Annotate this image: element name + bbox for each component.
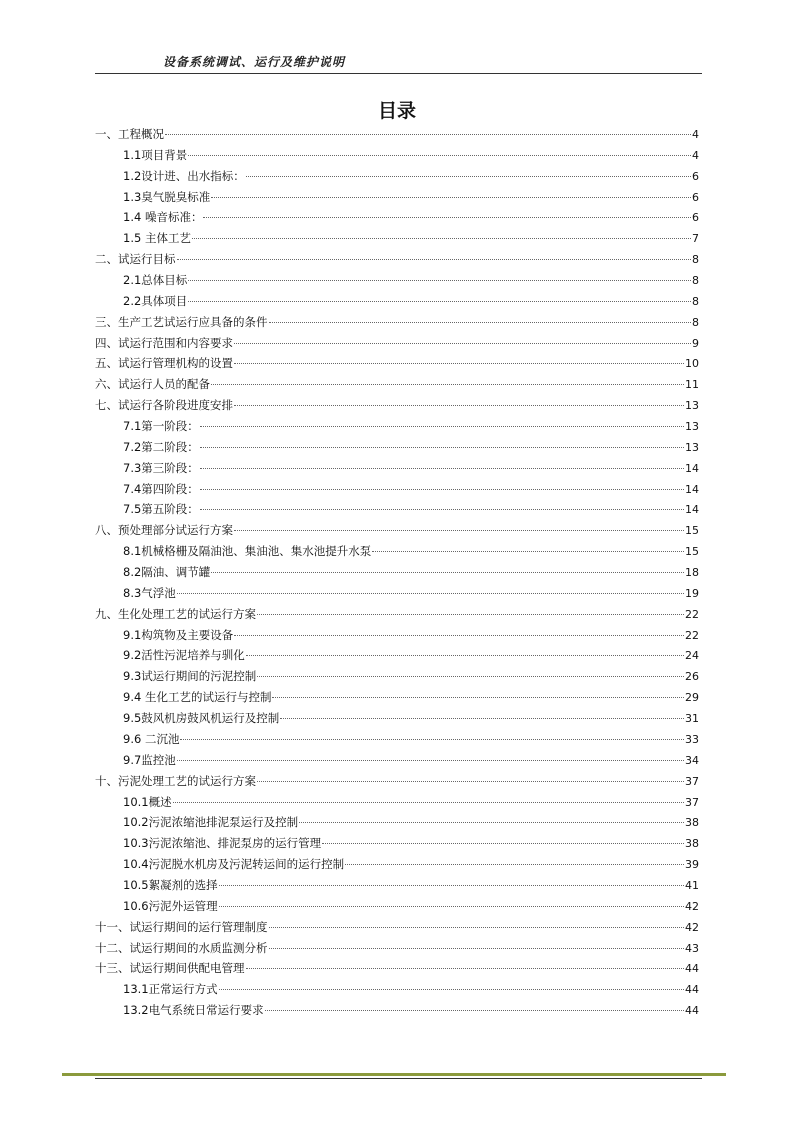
toc-entry[interactable]: [95, 145, 699, 166]
toc-entry[interactable]: [95, 333, 699, 354]
toc-dot-leader: [234, 363, 684, 364]
toc-entry[interactable]: [95, 562, 699, 583]
toc-entry-page: 9: [692, 336, 699, 350]
toc-entry-page: 24: [685, 649, 699, 663]
toc-entry-label: 七、试运行各阶段进度安排: [95, 398, 233, 413]
toc-dot-leader: [200, 468, 684, 469]
toc-entry-label: 8.1机械格栅及隔油池、集油池、集水池提升水泵: [123, 544, 372, 559]
toc-entry[interactable]: [95, 479, 699, 500]
toc-entry[interactable]: [95, 353, 699, 374]
toc-entry-label: 7.5第五阶段：: [123, 502, 199, 517]
toc-entry-label: 9.6 二沉池: [123, 731, 180, 746]
toc-entry[interactable]: [95, 792, 699, 813]
toc-entry-page: 37: [685, 795, 699, 809]
toc-entry[interactable]: [95, 270, 699, 291]
toc-entry-page: 8: [692, 315, 699, 329]
toc-dot-leader: [203, 217, 691, 218]
toc-entry[interactable]: [95, 312, 699, 333]
toc-dot-leader: [211, 572, 684, 573]
toc-dot-leader: [272, 697, 684, 698]
footer-rule-accent: [62, 1073, 726, 1076]
toc-entry[interactable]: [95, 416, 699, 437]
toc-entry-page: 14: [685, 482, 699, 496]
toc-dot-leader: [173, 802, 684, 803]
toc-entry-page: 14: [685, 461, 699, 475]
toc-entry-label: 9.3试运行期间的污泥控制: [123, 669, 257, 684]
toc-dot-leader: [257, 676, 684, 677]
toc-dot-leader: [234, 405, 684, 406]
toc-entry-label: 9.4 生化工艺的试运行与控制: [123, 690, 272, 705]
toc-entry-label: 八、预处理部分试运行方案: [95, 523, 233, 538]
toc-entry-page: 10: [685, 357, 699, 371]
toc-dot-leader: [269, 927, 685, 928]
toc-entry-label: 10.4污泥脱水机房及污泥转运间的运行控制: [123, 857, 345, 872]
toc-dot-leader: [211, 384, 684, 385]
toc-dot-leader: [269, 322, 692, 323]
toc-entry-page: 41: [685, 878, 699, 892]
toc-entry-page: 39: [685, 858, 699, 872]
toc-entry-label: 2.2具体项目: [123, 293, 188, 308]
toc-entry[interactable]: [95, 166, 699, 187]
toc-entry[interactable]: [95, 437, 699, 458]
toc-entry-label: 8.3气浮池: [123, 585, 176, 600]
toc-dot-leader: [345, 864, 684, 865]
toc-entry[interactable]: [95, 207, 699, 228]
toc-entry[interactable]: [95, 708, 699, 729]
toc-entry-page: 11: [685, 378, 699, 392]
toc-entry-page: 34: [685, 753, 699, 767]
toc-entry-page: 31: [685, 712, 699, 726]
header-rule: [95, 73, 702, 74]
toc-entry[interactable]: [95, 604, 699, 625]
toc-entry-page: 13: [685, 420, 699, 434]
toc-entry[interactable]: [95, 374, 699, 395]
toc-entry-label: 十三、试运行期间供配电管理: [95, 961, 245, 976]
toc-dot-leader: [188, 155, 691, 156]
toc-dot-leader: [265, 1010, 684, 1011]
toc-dot-leader: [219, 906, 684, 907]
toc-entry-label: 1.2设计进、出水指标：: [123, 168, 245, 183]
toc-dot-leader: [269, 948, 685, 949]
toc-entry-label: 8.2隔油、调节罐: [123, 565, 211, 580]
toc-entry-page: 37: [685, 774, 699, 788]
toc-entry-label: 十、污泥处理工艺的试运行方案: [95, 773, 256, 788]
toc-entry-page: 19: [685, 586, 699, 600]
toc-dot-leader: [200, 426, 684, 427]
toc-entry[interactable]: [95, 729, 699, 750]
toc-entry-label: 二、试运行目标: [95, 252, 176, 267]
toc-entry[interactable]: [95, 750, 699, 771]
toc-entry-label: 9.7监控池: [123, 752, 176, 767]
toc-entry-label: 九、生化处理工艺的试运行方案: [95, 606, 256, 621]
toc-entry[interactable]: [95, 583, 699, 604]
toc-entry-page: 6: [692, 169, 699, 183]
toc-dot-leader: [322, 843, 684, 844]
toc-entry-page: 15: [685, 545, 699, 559]
toc-entry-page: 42: [685, 920, 699, 934]
toc-entry[interactable]: [95, 917, 699, 938]
toc-entry-page: 22: [685, 628, 699, 642]
toc-entry-label: 7.4第四阶段：: [123, 481, 199, 496]
toc-entry-page: 33: [685, 732, 699, 746]
toc-dot-leader: [234, 635, 684, 636]
toc-entry[interactable]: [95, 458, 699, 479]
toc-dot-leader: [280, 718, 684, 719]
toc-entry-label: 1.3臭气脱臭标准: [123, 189, 211, 204]
toc-entry-label: 10.6污泥外运管理: [123, 898, 218, 913]
toc-entry-label: 10.5絮凝剂的选择: [123, 877, 218, 892]
toc-dot-leader: [299, 822, 684, 823]
toc-entry-page: 44: [685, 962, 699, 976]
toc-entry-label: 9.2活性污泥培养与驯化: [123, 648, 245, 663]
toc-dot-leader: [246, 968, 685, 969]
toc-title: 目录: [377, 100, 416, 122]
toc-dot-leader: [200, 447, 684, 448]
toc-dot-leader: [177, 259, 692, 260]
toc-dot-leader: [200, 509, 684, 510]
toc-entry[interactable]: [95, 625, 699, 646]
toc-entry[interactable]: [95, 187, 699, 208]
toc-dot-leader: [219, 885, 684, 886]
toc-entry[interactable]: [95, 833, 699, 854]
toc-entry-label: 一、工程概况: [95, 127, 164, 141]
toc-entry-page: 7: [692, 232, 699, 246]
toc-entry-page: 8: [692, 253, 699, 267]
toc-dot-leader: [246, 655, 684, 656]
toc-entry[interactable]: [95, 958, 699, 979]
toc-entry[interactable]: [95, 499, 699, 520]
toc-entry[interactable]: [95, 541, 699, 562]
toc-entry-page: 13: [685, 399, 699, 413]
toc-entry-label: 7.2第二阶段：: [123, 439, 199, 454]
toc-entry-page: 44: [685, 983, 699, 997]
toc-dot-leader: [165, 134, 691, 135]
toc-entry-page: 44: [685, 1004, 699, 1018]
toc-entry[interactable]: [95, 520, 699, 541]
toc-entry[interactable]: [95, 291, 699, 312]
toc-entry-label: 10.1概述: [123, 794, 172, 809]
toc-dot-leader: [234, 343, 691, 344]
toc-entry-page: 29: [685, 691, 699, 705]
toc-entry-page: 18: [685, 566, 699, 580]
toc-entry[interactable]: [95, 687, 699, 708]
toc-entry-page: 15: [685, 524, 699, 538]
toc-entry-label: 1.5 主体工艺: [123, 231, 191, 246]
toc-entry-page: 14: [685, 503, 699, 517]
toc-entry-label: 9.1构筑物及主要设备: [123, 627, 234, 642]
running-header: 设备系统调试、运行及维护说明: [163, 55, 346, 69]
toc-entry-label: 13.1正常运行方式: [123, 982, 218, 997]
toc-entry-page: 38: [685, 816, 699, 830]
toc-entry-page: 42: [685, 899, 699, 913]
toc-entry[interactable]: [95, 896, 699, 917]
toc-entry-page: 22: [685, 607, 699, 621]
toc-entry-label: 2.1总体目标: [123, 273, 188, 288]
toc-dot-leader: [372, 551, 684, 552]
toc-entry-page: 38: [685, 837, 699, 851]
toc-entry-page: 4: [692, 128, 699, 141]
toc-dot-leader: [177, 760, 684, 761]
toc-entry-page: 43: [685, 941, 699, 955]
toc-dot-leader: [188, 301, 691, 302]
toc-dot-leader: [257, 614, 684, 615]
toc-entry[interactable]: [95, 395, 699, 416]
toc-dot-leader: [200, 489, 684, 490]
footer-rule: [95, 1078, 702, 1079]
toc-entry-label: 三、生产工艺试运行应具备的条件: [95, 314, 268, 329]
toc-dot-leader: [246, 176, 691, 177]
toc-entry-page: 6: [692, 211, 699, 225]
toc-entry-label: 7.1第一阶段：: [123, 419, 199, 434]
toc-entry[interactable]: [95, 1000, 699, 1021]
table-of-contents: [95, 124, 699, 1021]
toc-dot-leader: [192, 238, 691, 239]
toc-entry[interactable]: [95, 812, 699, 833]
toc-entry-label: 7.3第三阶段：: [123, 460, 199, 475]
toc-entry[interactable]: [95, 938, 699, 959]
toc-entry-page: 4: [692, 148, 699, 162]
toc-entry[interactable]: [95, 124, 699, 145]
toc-entry-label: 四、试运行范围和内容要求: [95, 335, 233, 350]
toc-entry-page: 6: [692, 190, 699, 204]
toc-dot-leader: [219, 989, 684, 990]
toc-entry-label: 十二、试运行期间的水质监测分析: [95, 940, 268, 955]
toc-entry-label: 五、试运行管理机构的设置: [95, 356, 233, 371]
toc-entry[interactable]: [95, 875, 699, 896]
toc-entry-page: 8: [692, 294, 699, 308]
toc-entry[interactable]: [95, 771, 699, 792]
toc-entry[interactable]: [95, 249, 699, 270]
toc-entry[interactable]: [95, 854, 699, 875]
toc-entry-label: 1.1项目背景: [123, 147, 188, 162]
toc-entry-label: 六、试运行人员的配备: [95, 377, 210, 392]
toc-entry-page: 26: [685, 670, 699, 684]
toc-entry-label: 9.5鼓风机房鼓风机运行及控制: [123, 711, 280, 726]
toc-dot-leader: [257, 781, 684, 782]
toc-dot-leader: [180, 739, 684, 740]
toc-entry-label: 10.2污泥浓缩池排泥泵运行及控制: [123, 815, 299, 830]
toc-entry[interactable]: [95, 666, 699, 687]
toc-entry-label: 十一、试运行期间的运行管理制度: [95, 919, 268, 934]
toc-dot-leader: [177, 593, 684, 594]
toc-entry-label: 10.3污泥浓缩池、排泥泵房的运行管理: [123, 836, 322, 851]
toc-dot-leader: [234, 530, 684, 531]
toc-entry[interactable]: [95, 645, 699, 666]
toc-entry-label: 13.2电气系统日常运行要求: [123, 1003, 264, 1018]
toc-dot-leader: [211, 197, 691, 198]
toc-entry-label: 1.4 噪音标准：: [123, 210, 203, 225]
toc-entry-page: 8: [692, 274, 699, 288]
toc-entry-page: 13: [685, 440, 699, 454]
toc-entry[interactable]: [95, 228, 699, 249]
toc-entry[interactable]: [95, 979, 699, 1000]
toc-dot-leader: [188, 280, 691, 281]
